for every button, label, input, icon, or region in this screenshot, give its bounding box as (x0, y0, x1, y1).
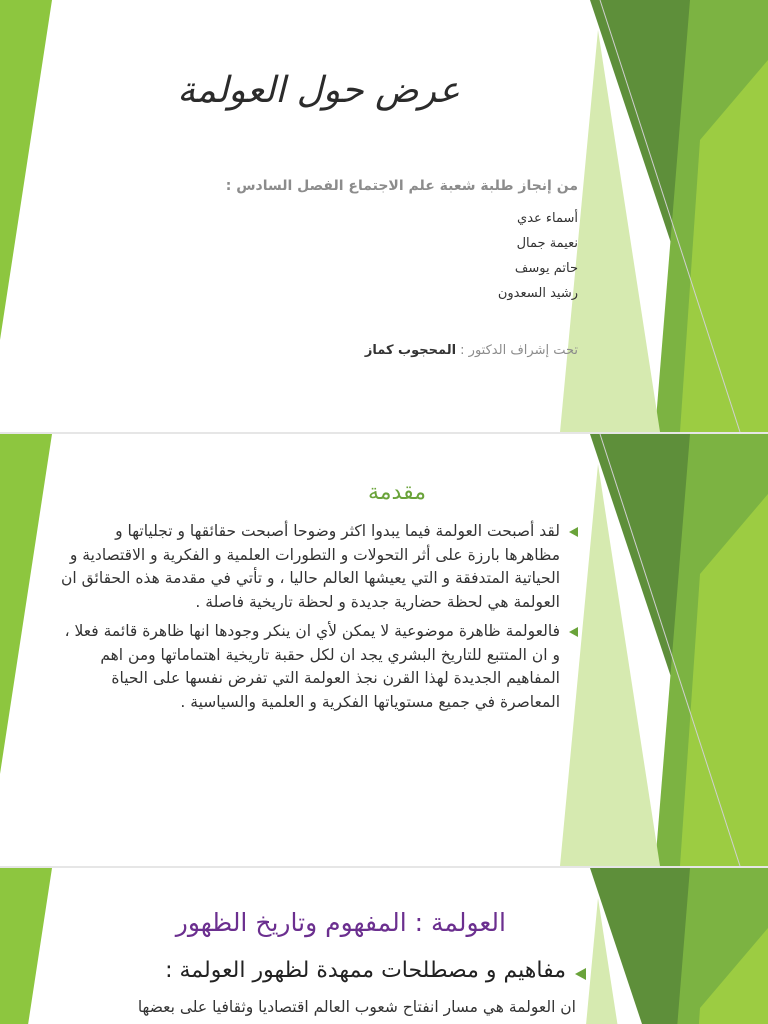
body-text: ان العولمة هي مسار انفتاح شعوب العالم اقتصاديا وثقافيا على بعضها (137, 998, 576, 1016)
left-green-wedge (0, 868, 52, 1024)
slide-title (0, 0, 768, 432)
supervisor-label: تحت إشراف الدكتور : (460, 343, 578, 358)
left-green-wedge (0, 0, 52, 340)
supervisor-line (365, 343, 578, 358)
bullet-heading: مفاهيم و مصطلحات ممهدة لظهور العولمة : (165, 958, 586, 983)
green-shapes-decoration (0, 0, 768, 432)
bullet-list (58, 520, 578, 720)
student-name: حاتم يوسف (514, 261, 578, 276)
bullet-item: فالعولمة ظاهرة موضوعية لا يمكن لأي ان ينكر وجودها انها ظاهرة قائمة فعلا ، و ان المتتبع للتاريخ البشري يجد ان لكل حقبة تاريخية اهتماماتها ومن اهم المفاهيم الجديدة لهذا القرن نجذ العولمة التي تفرض نفسها على الحياة المعاصرة في جميع مستوياتها الفكرية و العلمية والسياسية . (58, 620, 578, 714)
student-name: أسماء عدي (517, 211, 578, 226)
slide-concept (0, 868, 768, 1024)
section-title: مقدمة (367, 480, 426, 505)
slide-introduction (0, 434, 768, 866)
bullet-item: لقد أصبحت العولمة فيما يبدوا اكثر وضوحا أصبحت حقائقها و تجلياتها و مظاهرها بارزة على أثر التحولات و التطورات العلمية و الفكرية و الاقتصادية و الحياتية المتدفقة و التي يعيشها العالم حاليا ، و تأتي في مقدمة هذه الحقائق ان العولمة هي لحظة حضارية جديدة و لحظة تاريخية فاصلة . (58, 520, 578, 614)
section-title: العولمة : المفهوم وتاريخ الظهور (175, 908, 506, 937)
presenters-intro: من إنجاز طلبة شعبة علم الاجتماع الفصل السادس : (225, 178, 578, 194)
left-green-wedge (0, 434, 52, 774)
student-name: رشيد السعدون (497, 286, 578, 301)
student-list (498, 206, 578, 306)
slide-title-text: عرض حول العولمة (177, 70, 460, 111)
student-name: نعيمة جمال (516, 236, 578, 251)
supervisor-name: المحجوب كماز (364, 343, 457, 358)
